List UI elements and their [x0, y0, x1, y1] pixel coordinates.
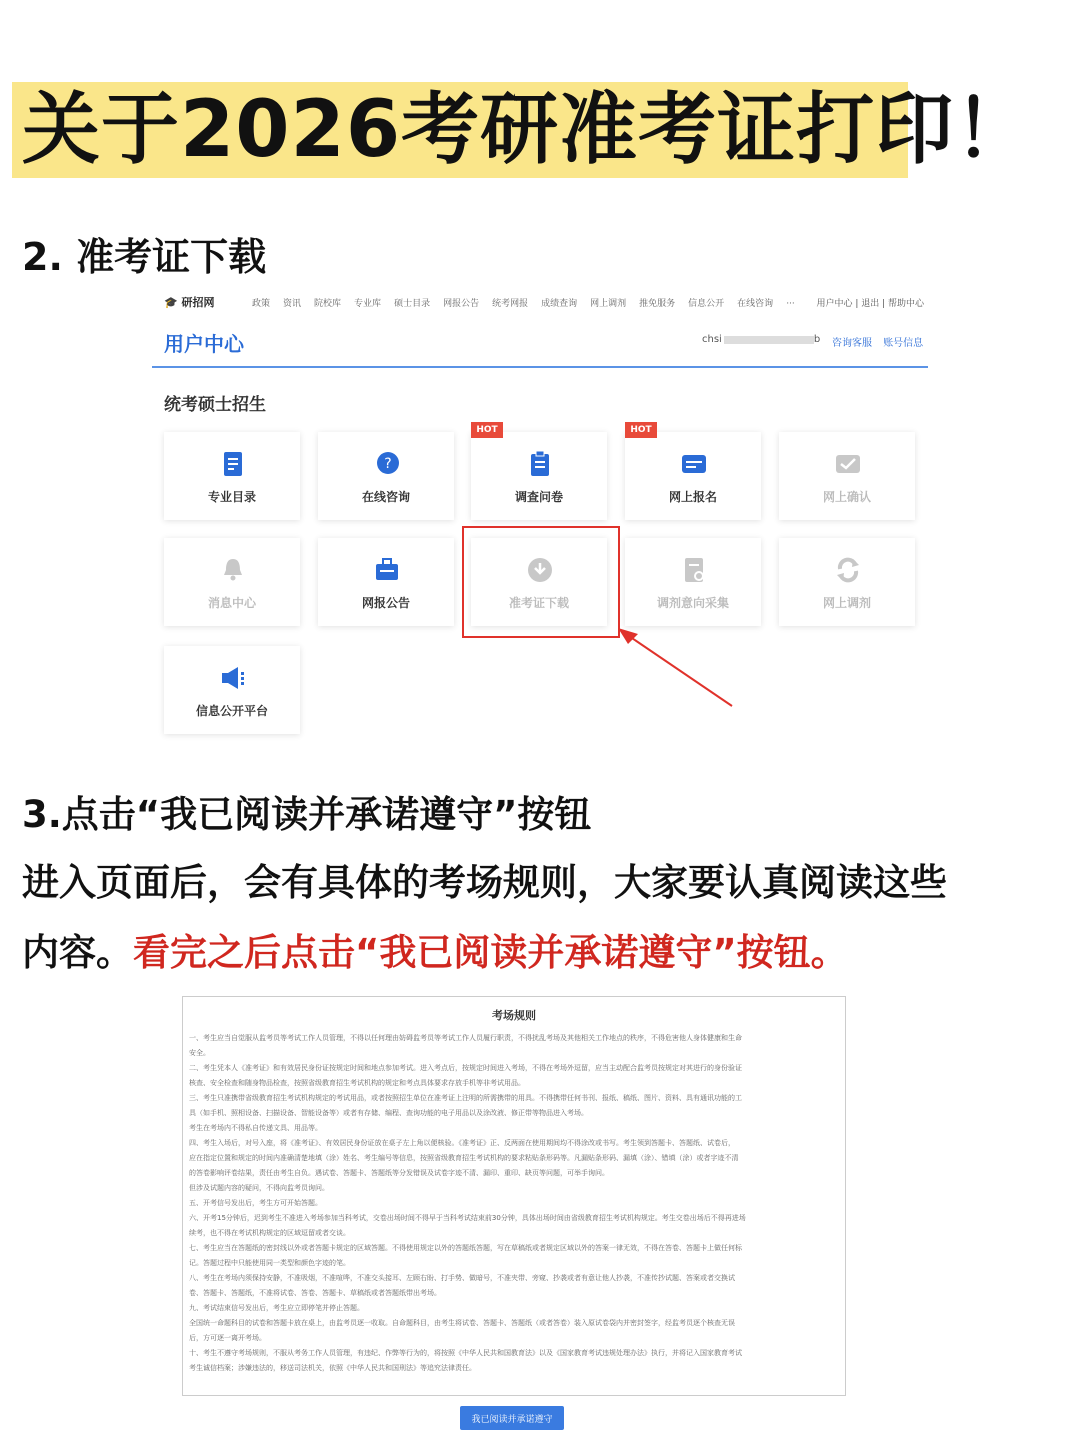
rule-line: 但涉及试题内容的疑问，不得向监考员询问。 — [189, 1184, 329, 1192]
mortarboard-icon: 🎓 — [164, 296, 178, 309]
rule-line: 核查、安全检查和随身物品检查，按照省级教育招生考试机构的规定和考点具体要求存放手机等非考试用品。 — [189, 1079, 525, 1087]
nav-link[interactable]: 网上调剂 — [590, 299, 627, 309]
section-title: 统考硕士招生 — [164, 395, 266, 415]
hot-badge: HOT — [471, 422, 503, 438]
tile-label: 调查问卷 — [514, 490, 563, 504]
site-logo[interactable] — [164, 294, 215, 310]
card-check-icon — [835, 450, 861, 478]
tile-5[interactable] — [779, 432, 915, 520]
user-center-screenshot — [152, 284, 930, 744]
user-center-title: 用户中心 — [164, 332, 244, 356]
account-mask — [724, 336, 814, 344]
nav-link[interactable]: 统考网报 — [492, 299, 529, 309]
site-logo-text: 研招网 — [181, 296, 215, 309]
rule-line: 卷、答题卡、答题纸，不准将试卷、答卷、答题卡、草稿纸或者答题纸带出考场。 — [189, 1289, 441, 1297]
rule-line: 五、开考信号发出后，考生方可开始答题。 — [189, 1199, 322, 1207]
tile-9[interactable] — [625, 538, 761, 626]
rule-line: 十、考生不遵守考场规则，不服从考务工作人员管理，有违纪、作弊等行为的，将按照《中华人民共和国教育法》以及《国家教育考试违规处理办法》执行，并将记入国家教育考试 — [189, 1349, 742, 1357]
refresh-icon — [835, 556, 861, 584]
bell-icon — [220, 556, 246, 584]
rule-line: 六、开考15分钟后，迟到考生不准进入考场参加当科考试，交卷出场时间不得早于当科考试结束前30分钟，具体出场时间由省级教育招生考试机构规定。考生交卷出场后不得再进场 — [189, 1214, 746, 1222]
tile-3[interactable] — [471, 425, 607, 520]
rule-line: 续考，也不得在考试机构规定的区域逗留或者交谈。 — [189, 1229, 350, 1237]
tile-label: 专业目录 — [207, 490, 256, 504]
rule-line: 记。答题过程中只能使用同一类型和颜色字迹的笔。 — [189, 1259, 350, 1267]
nav-link[interactable]: 硕士目录 — [394, 299, 431, 309]
rule-line: 八、考生在考场内须保持安静，不准吸烟，不准喧哗，不准交头接耳、左顾右盼、打手势、做暗号，不准夹带、旁窥、抄袭或者有意让他人抄袭，不准传抄试题、答案或者交换试 — [189, 1274, 735, 1282]
agree-button[interactable]: 我已阅读并承诺遵守 — [460, 1406, 564, 1430]
rule-line: 一、考生应当自觉服从监考员等考试工作人员管理，不得以任何理由妨碍监考员等考试工作人员履行职责，不得扰乱考场及其他相关工作地点的秩序，不得危害他人身体健康和生命 — [189, 1034, 742, 1042]
nav-link[interactable]: 资讯 — [283, 299, 302, 309]
rules-title: 考场规则 — [492, 1009, 536, 1022]
rule-line: 后，方可逐一离开考场。 — [189, 1334, 266, 1342]
nav-link[interactable]: ··· — [786, 299, 795, 309]
page-title: 关于2026考研准考证打印！ — [22, 85, 1034, 175]
top-navigation — [164, 292, 924, 312]
hot-badge: HOT — [625, 422, 657, 438]
highlight-box — [462, 526, 620, 638]
arrow-head — [618, 628, 638, 644]
nav-link[interactable]: 成绩查询 — [541, 299, 578, 309]
tile-label: 在线咨询 — [361, 490, 410, 504]
tile-7[interactable] — [318, 538, 454, 626]
tile-label: 准考证下载 — [508, 596, 569, 610]
exam-rules-screenshot — [182, 996, 846, 1396]
tile-label: 网上确认 — [822, 490, 871, 504]
rule-line: 考生在考场内不得私自传递文具、用品等。 — [189, 1124, 322, 1132]
tile-1[interactable] — [164, 432, 300, 520]
arrow-annotation — [612, 624, 742, 714]
tile-label: 网上报名 — [668, 490, 717, 504]
rule-line: 具（如手机、照相设备、扫描设备、智能设备等）或者有存储、编程、查询功能的电子用品以及涂改液、修正带等物品进入考场。 — [189, 1109, 588, 1117]
rule-line: 九、考试结束信号发出后，考生应立即停笔并停止答题。 — [189, 1304, 364, 1312]
tile-label: 信息公开平台 — [195, 704, 268, 718]
tile-label: 网报公告 — [361, 596, 410, 610]
tile-6[interactable] — [164, 538, 300, 626]
svg-text:?: ? — [384, 456, 392, 472]
rule-line: 全国统一命题科目的试卷和答题卡放在桌上，由监考员逐一收取。自命题科目，由考生将试卷、答题卡、答题纸（或者答卷）装入原试卷袋内并密封签字，经监考员逐个核查无误 — [189, 1319, 735, 1327]
clipboard-icon — [527, 450, 553, 478]
nav-link[interactable]: 网报公告 — [443, 299, 480, 309]
nav-link[interactable]: 信息公开 — [688, 299, 725, 309]
nav-link[interactable]: 专业库 — [354, 299, 382, 309]
rule-line: 四、考生入场后，对号入座，将《准考证》、有效居民身份证放在桌子左上角以便核验。《准考证》正、反两面在使用期间均不得涂改或书写。考生领到答题卡、答题纸、试卷后， — [189, 1139, 735, 1147]
instruction-line-2 — [22, 922, 848, 976]
consult-service-link[interactable]: 咨询客服 — [832, 338, 872, 349]
doc-edit-icon — [681, 556, 707, 584]
rule-line: 考生诚信档案；涉嫌违法的，移送司法机关，依照《中华人民共和国刑法》等追究法律责任。 — [189, 1364, 476, 1372]
nav-links — [252, 296, 808, 309]
briefcase-icon — [374, 556, 400, 584]
tile-11[interactable] — [164, 646, 300, 734]
doc-list-icon — [220, 450, 246, 478]
tile-label: 消息中心 — [207, 596, 256, 610]
header-divider — [152, 366, 928, 368]
instruction-highlight: 看完之后点击“我已阅读并承诺遵守”按钮。 — [133, 931, 848, 974]
rule-line: 七、考生应当在答题纸的密封线以外或者答题卡规定的区域答题。不得使用规定以外的答题纸答题，写在草稿纸或者规定区域以外的答案一律无效，不得在答卷、答题卡上做任何标 — [189, 1244, 742, 1252]
account-info-link[interactable]: 账号信息 — [883, 338, 924, 349]
tile-2[interactable] — [318, 432, 454, 520]
rule-line: 三、考生只准携带省级教育招生考试机构规定的考试用品，或者按照招生单位在准考证上注明的所需携带的用具。不得携带任何书刊、报纸、稿纸、图片、资料、具有通讯功能的工 — [189, 1094, 742, 1102]
megaphone-icon — [220, 664, 246, 692]
account-prefix: chsi — [702, 334, 722, 345]
nav-link[interactable]: 在线咨询 — [737, 299, 774, 309]
step2-heading: 2. 准考证下载 — [22, 235, 267, 279]
nav-link[interactable]: 政策 — [252, 299, 271, 309]
rule-line: 的答卷影响评卷结果，责任由考生自负。遇试卷、答题卡、答题纸等分发错误及试卷字迹不清、漏印、重印、缺页等问题，可举手询问。 — [189, 1169, 609, 1177]
nav-user-links[interactable]: 用户中心 | 退出 | 帮助中心 — [816, 299, 924, 309]
tile-4[interactable] — [625, 425, 761, 520]
rules-list — [189, 1031, 839, 1376]
account-suffix: b — [813, 334, 821, 345]
tile-label: 调剂意向采集 — [656, 596, 729, 610]
question-bubble-icon — [374, 450, 400, 478]
nav-link[interactable]: 院校库 — [314, 299, 342, 309]
rule-line: 安全。 — [189, 1049, 210, 1057]
step3-heading: 3.点击“我已阅读并承诺遵守”按钮 — [22, 793, 592, 836]
header-links — [832, 334, 923, 349]
instruction-line-1: 进入页面后，会有具体的考场规则，大家要认真阅读这些 — [22, 861, 947, 904]
instruction-text: 内容。 — [22, 931, 133, 974]
tile-label: 网上调剂 — [822, 596, 871, 610]
id-card-icon — [681, 450, 707, 478]
nav-link[interactable]: 推免服务 — [639, 299, 676, 309]
arrow-shaft — [626, 634, 732, 706]
rule-line: 应在指定位置和规定的时间内准确清楚地填（涂）姓名、考生编号等信息，按照省级教育招生考试机构的要求粘贴条形码等。凡漏贴条形码、漏填（涂）、错填（涂）或者字迹不清 — [189, 1154, 739, 1162]
tile-10[interactable] — [779, 538, 915, 626]
rule-line: 二、考生凭本人《准考证》和有效居民身份证按规定时间和地点参加考试。进入考点后，按规定时间进入考场，不得在考场外逗留，应当主动配合监考员按规定对其进行的身份验证 — [189, 1064, 742, 1072]
